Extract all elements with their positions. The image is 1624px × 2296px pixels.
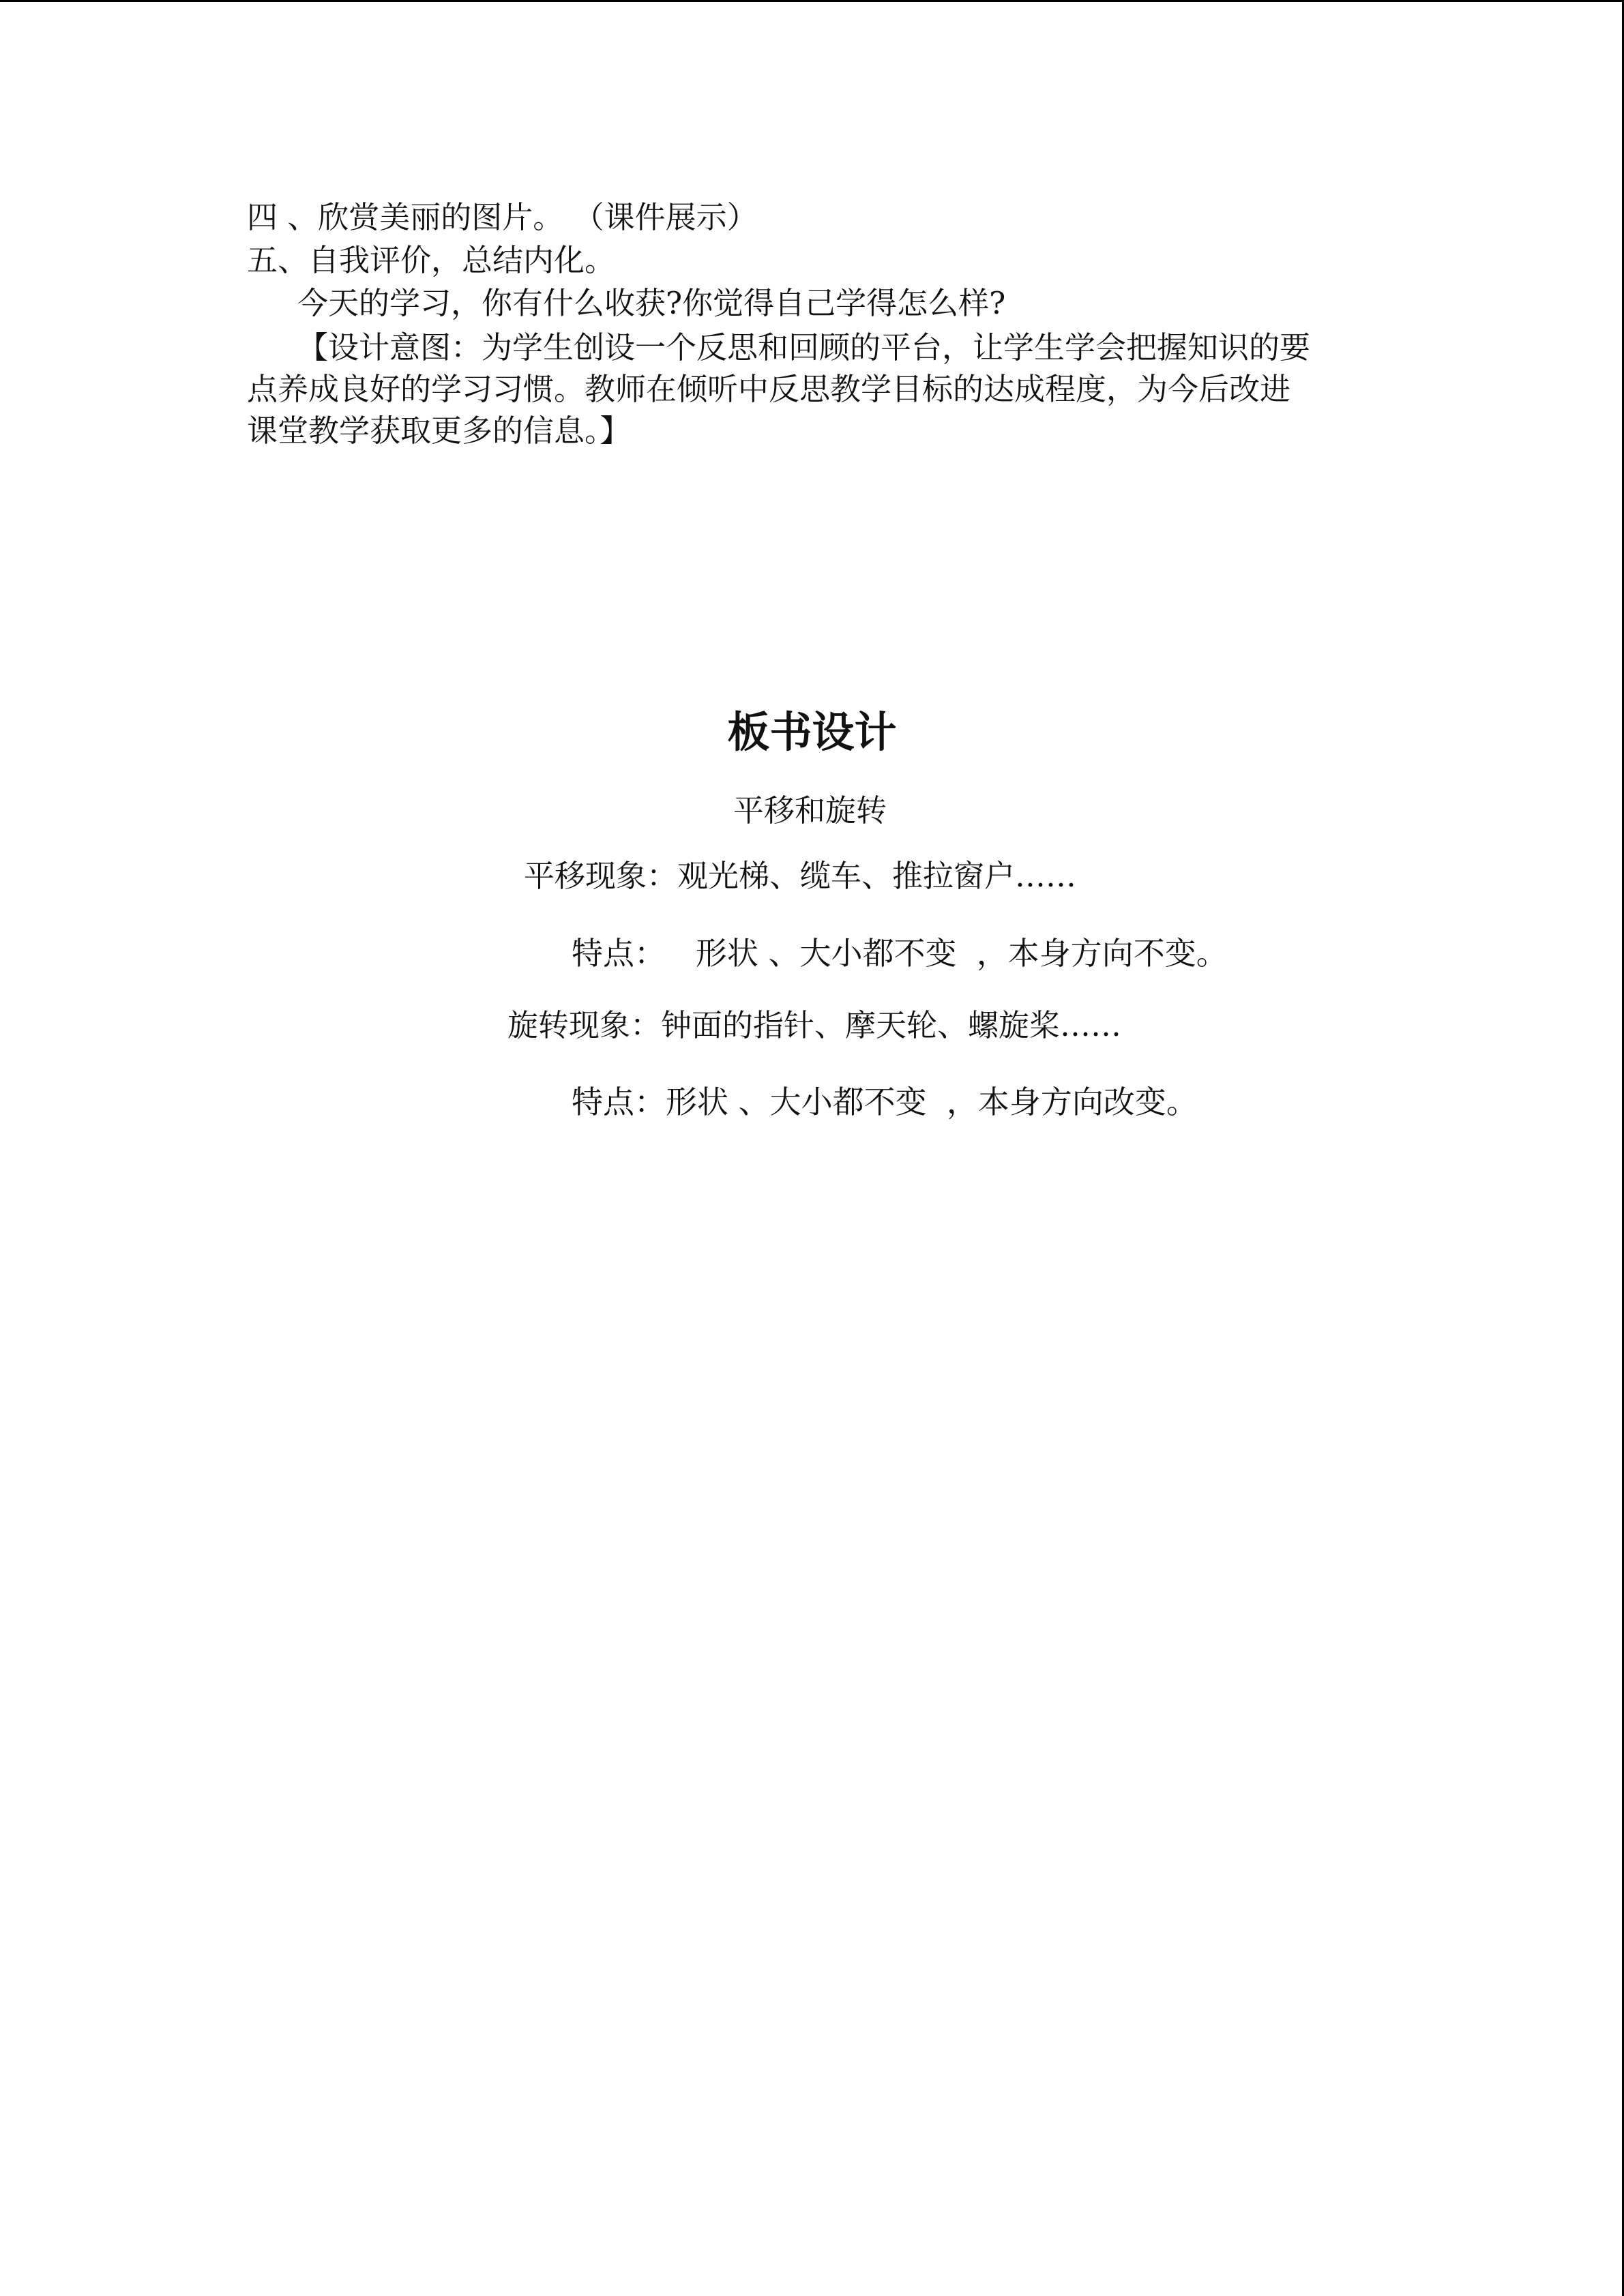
rotation-examples: 旋转现象：钟面的指针、摩天轮、螺旋桨…… [507, 1007, 1122, 1043]
board-design-title [0, 791, 1624, 831]
translation-feature: 特点： 形状 、大小都不变 ，本身方向不变。 [572, 935, 1228, 972]
design-intent-line-3: 课堂教学获取更多的信息。】 [247, 413, 631, 449]
board-design-heading: 板书设计 [727, 707, 897, 757]
lesson-step-4: 四 、欣赏美丽的图片。 （课件展示） [247, 199, 758, 235]
translation-examples: 平移现象：观光梯、缆车、推拉窗户…… [524, 858, 1077, 894]
board-design-title-text: 平移和旋转 [733, 792, 887, 829]
design-intent-line-2: 点养成良好的学习习惯。教师在倾听中反思教学目标的达成程度，为今后改进 [247, 371, 1291, 407]
page-border-top [0, 0, 1624, 2]
rotation-feature: 特点：形状 、大小都不变 ，本身方向改变。 [572, 1084, 1198, 1120]
reflection-question: 今天的学习，你有什么收获?你觉得自己学得怎么样? [297, 285, 1006, 321]
lesson-step-5: 五、自我评价，总结内化。 [247, 242, 616, 278]
design-intent-line-1: 【设计意图：为学生创设一个反思和回顾的平台，让学生学会把握知识的要 [297, 329, 1311, 366]
